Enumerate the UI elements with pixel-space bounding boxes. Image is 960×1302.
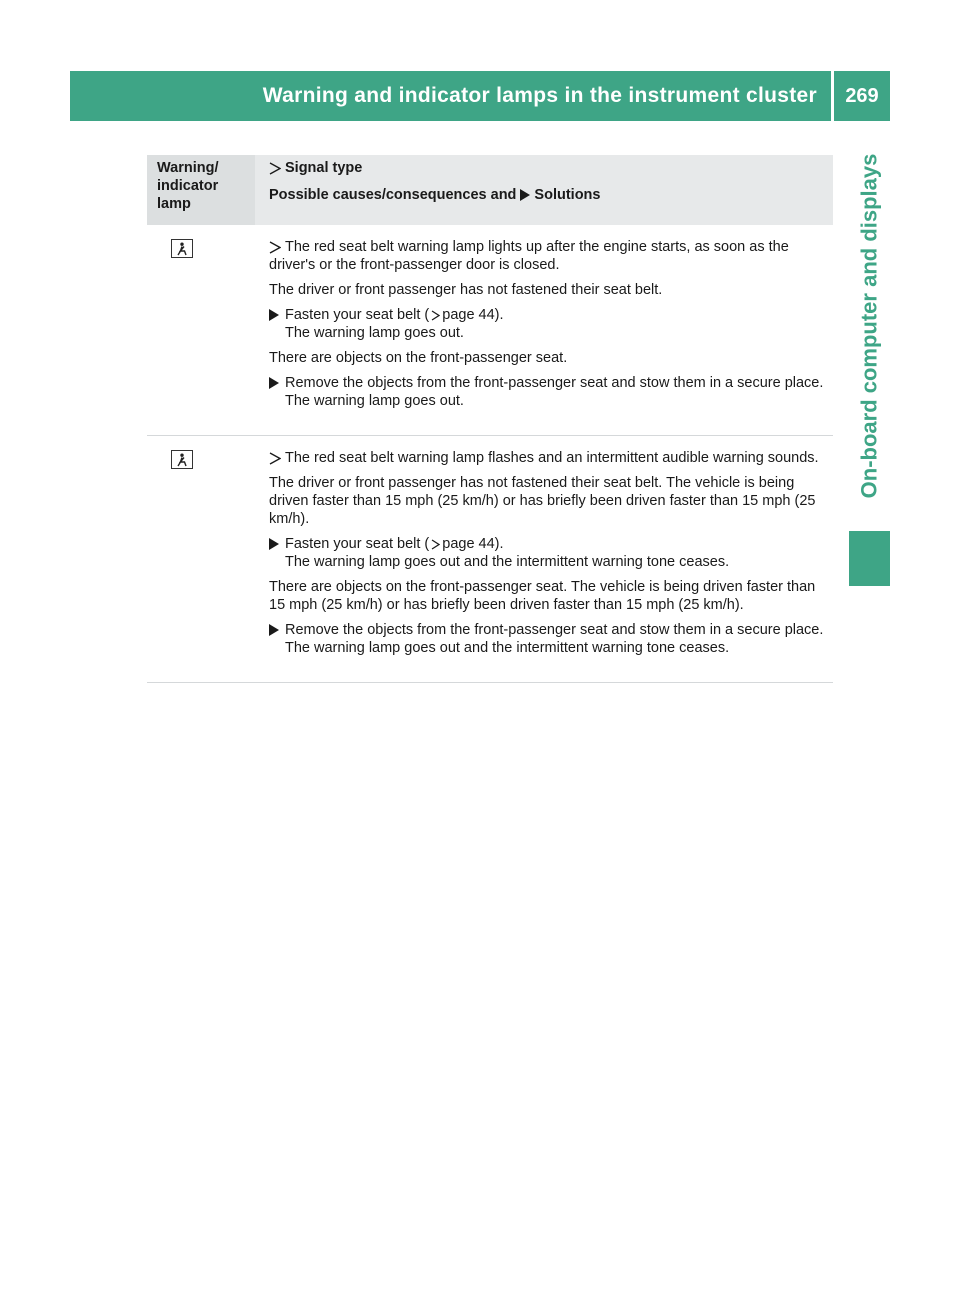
signal-type-icon (269, 241, 281, 254)
signal-type-icon (269, 162, 281, 175)
column-header-lamp: Warning/ indicator lamp (147, 155, 255, 225)
seat-belt-icon (171, 450, 193, 469)
page-reference-icon (431, 310, 440, 321)
action-item: Remove the objects from the front-passenger seat and stow them in a secure place. The warning lamp goes out. (269, 374, 827, 410)
action-item: Remove the objects from the front-passenger seat and stow them in a secure place. The warning lamp goes out and the intermittent warning tone ceases. (269, 621, 827, 657)
warning-lamp-table (147, 155, 833, 683)
causes-heading: Possible causes/consequences and (269, 187, 517, 203)
signal-type-icon (269, 452, 281, 465)
lamp-cell (147, 225, 255, 436)
page-reference-link[interactable]: page 44). (442, 307, 504, 323)
page-reference-icon (431, 539, 440, 550)
description-cell (255, 436, 833, 683)
page-header (70, 71, 890, 121)
action-arrow-icon (269, 624, 279, 636)
table-row (147, 436, 833, 683)
cause-text: The driver or front passenger has not fastened their seat belt. (269, 282, 663, 298)
signal-type-heading: Signal type (285, 160, 363, 176)
page-title: Warning and indicator lamps in the instrument cluster (262, 84, 817, 107)
cause-text: There are objects on the front-passenger seat. The vehicle is being driven faster than 15 mph (25 km/h) or has briefly been driven faster than 15 mph (25 km/h). (269, 579, 816, 613)
action-arrow-icon (269, 377, 279, 389)
seat-belt-icon (171, 239, 193, 258)
chapter-tab-label: On-board computer and displays (856, 153, 882, 499)
chapter-tab-marker (849, 531, 890, 586)
chapter-tab (849, 121, 890, 531)
table-row (147, 225, 833, 436)
page-number: 269 (845, 84, 879, 107)
cause-text: There are objects on the front-passenger seat. (269, 350, 568, 366)
description-cell (255, 225, 833, 436)
column-header-description (255, 155, 833, 225)
action-item: Fasten your seat belt ( page 44). The warning lamp goes out. (269, 306, 827, 342)
cause-text: The driver or front passenger has not fastened their seat belt. The vehicle is being driven faster than 15 mph (25 km/h) or has briefly been driven faster than 15 mph (25 km/h). (269, 475, 816, 527)
action-arrow-icon (269, 538, 279, 550)
solutions-heading: Solutions (534, 187, 601, 203)
action-arrow-icon (269, 309, 279, 321)
solution-arrow-icon (520, 189, 530, 201)
signal-description: The red seat belt warning lamp lights up after the engine starts, as soon as the driver's or the front-passenger door is closed. (269, 239, 789, 273)
action-item: Fasten your seat belt ( page 44). The warning lamp goes out and the intermittent warning tone ceases. (269, 535, 827, 571)
lamp-cell (147, 436, 255, 683)
page-reference-link[interactable]: page 44). (442, 536, 504, 552)
signal-description: The red seat belt warning lamp flashes and an intermittent audible warning sounds. (269, 449, 827, 467)
